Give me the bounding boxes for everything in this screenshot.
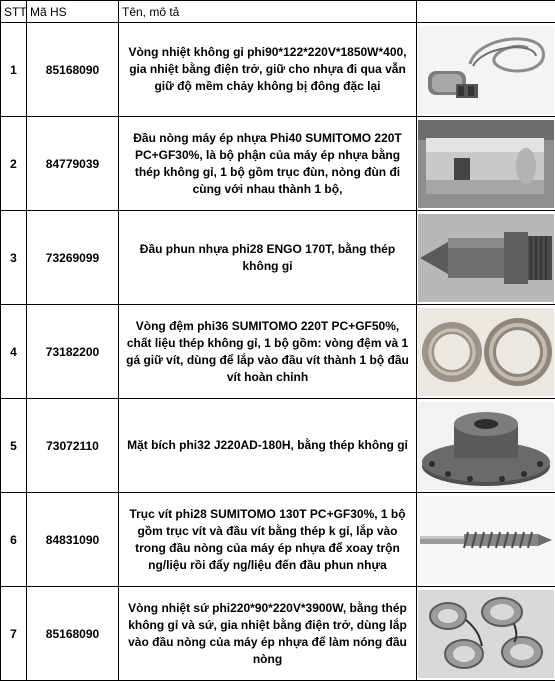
row-stt: 1 (1, 23, 27, 117)
row-description: Vòng nhiệt sứ phi220*90*220V*3900W, bằng thép không gỉ và sứ, gia nhiệt bằng điện trở, dùng lắp vào đầu nòng của máy ép nhựa để làm nóng đầu nòng (119, 587, 417, 681)
row-image-cell (417, 117, 555, 211)
row-description: Mặt bích phi32 J220AD-180H, bằng thép không gỉ (119, 399, 417, 493)
row-hs-code: 85168090 (27, 587, 119, 681)
barrel-head-photo (418, 120, 554, 208)
table-header-row (1, 1, 555, 23)
row-description: Vòng nhiệt không gỉ phi90*122*220V*1850W*400, gia nhiệt bằng điện trở, giữ cho nhựa đi qua vẫn giữ độ mềm chảy không bị đông đặc lại (119, 23, 417, 117)
row-stt: 3 (1, 211, 27, 305)
row-description: Đầu nòng máy ép nhựa Phi40 SUMITOMO 220T PC+GF30%, là bộ phận của máy ép nhựa bằng thép không gỉ, 1 bộ gồm trục đùn, nòng đùn đi cùng với nhau thành 1 bộ, (119, 117, 417, 211)
row-hs-code: 84779039 (27, 117, 119, 211)
row-hs-code: 84831090 (27, 493, 119, 587)
seal-rings-photo (418, 308, 554, 396)
row-hs-code: 73269099 (27, 211, 119, 305)
row-image-cell (417, 587, 555, 681)
row-description: Trục vít phi28 SUMITOMO 130T PC+GF30%, 1 bộ gồm trục vít và đầu vít bằng thép k gỉ, lắp vào trong đầu nòng của máy ép nhựa để xoay trộn ng/liệu rồi đẩy ng/liệu đến đầu phun nhựa (119, 493, 417, 587)
row-description: Đầu phun nhựa phi28 ENGO 170T, bằng thép không gỉ (119, 211, 417, 305)
table-row (1, 399, 555, 493)
screw-shaft-photo (418, 496, 554, 584)
row-stt: 6 (1, 493, 27, 587)
table-row (1, 117, 555, 211)
header-hs-code: Mã HS (27, 1, 119, 23)
row-stt: 7 (1, 587, 27, 681)
flange-photo (418, 402, 554, 490)
table-row (1, 587, 555, 681)
row-stt: 5 (1, 399, 27, 493)
row-hs-code: 73072110 (27, 399, 119, 493)
row-stt: 2 (1, 117, 27, 211)
header-description: Tên, mô tả (119, 1, 417, 23)
table-row (1, 493, 555, 587)
row-image-cell (417, 493, 555, 587)
table-row (1, 23, 555, 117)
row-hs-code: 85168090 (27, 23, 119, 117)
row-image-cell (417, 305, 555, 399)
heater-band-photo (418, 26, 554, 114)
row-stt: 4 (1, 305, 27, 399)
row-image-cell (417, 211, 555, 305)
header-stt: STT (1, 1, 27, 23)
row-image-cell (417, 23, 555, 117)
row-hs-code: 73182200 (27, 305, 119, 399)
row-image-cell (417, 399, 555, 493)
row-description: Vòng đệm phi36 SUMITOMO 220T PC+GF50%, chất liệu thép không gỉ, 1 bộ gồm: vòng đệm và 1 gá giữ vít, dùng để lắp vào đầu vít thành 1 bộ đầu vít hoàn chỉnh (119, 305, 417, 399)
nozzle-tip-photo (418, 214, 554, 302)
table-row (1, 305, 555, 399)
table-row (1, 211, 555, 305)
header-image (417, 1, 555, 23)
ceramic-heater-bands-photo (418, 590, 554, 678)
